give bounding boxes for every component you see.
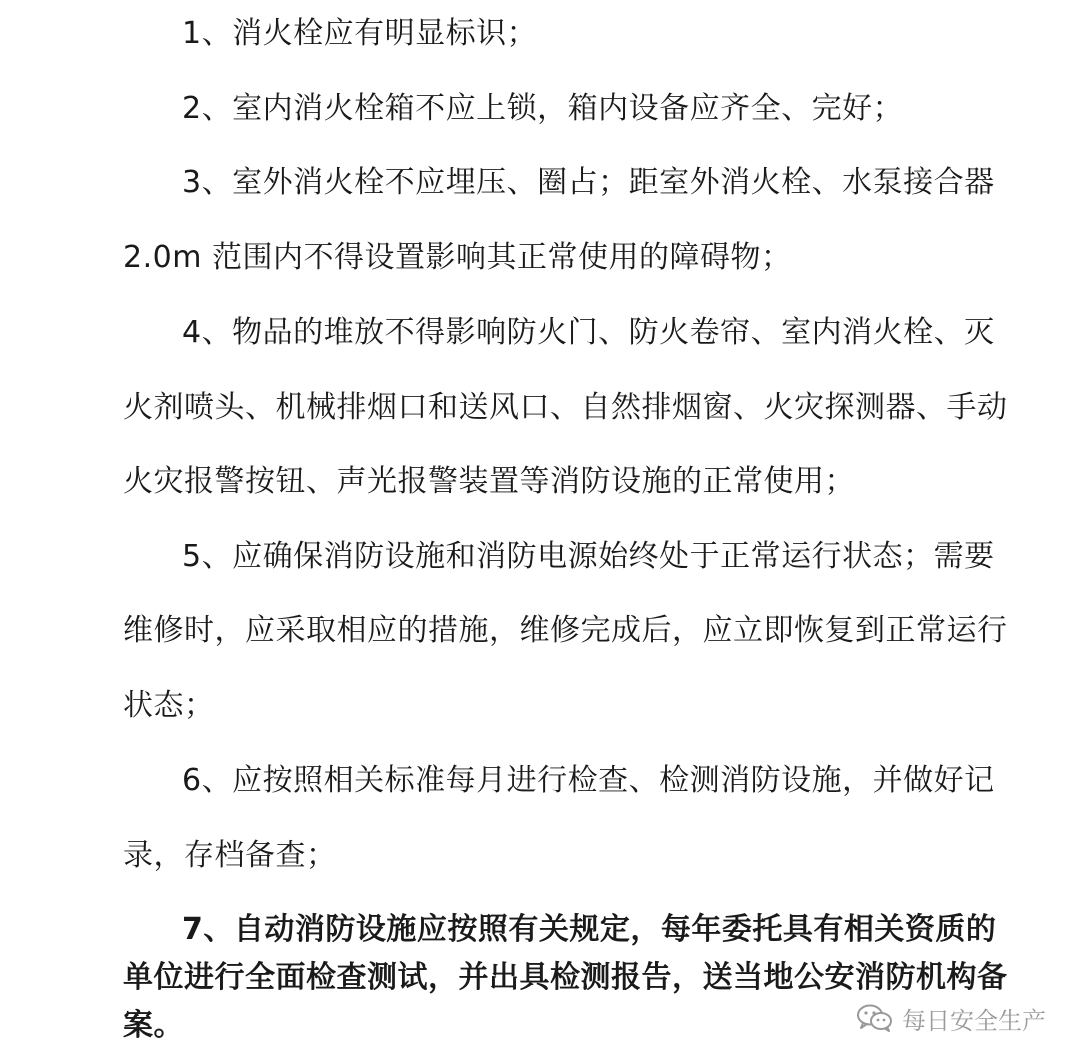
paragraph-6-line-1: 6、应按照相关标准每月进行检查、检测消防设施，并做好记	[182, 763, 995, 798]
paragraph-3-line-1: 3、室外消火栓不应埋压、圈占；距室外消火栓、水泵接合器	[182, 165, 995, 200]
paragraph-1-line-1: 1、消火栓应有明显标识；	[182, 16, 538, 51]
paragraph-7-line-2: 单位进行全面检查测试，并出具检测报告，送当地公安消防机构备	[123, 960, 1008, 995]
watermark-text: 每日安全生产	[902, 1006, 1046, 1035]
paragraph-7-line-3: 案。	[123, 1008, 184, 1043]
paragraph-6-line-2: 录，存档备查；	[123, 838, 337, 873]
paragraph-5-line-2: 维修时，应采取相应的措施，维修完成后，应立即恢复到正常运行	[123, 613, 1008, 648]
paragraph-2-line-1: 2、室内消火栓箱不应上锁，箱内设备应齐全、完好；	[182, 91, 904, 126]
paragraph-7-line-1: 7、自动消防设施应按照有关规定，每年委托具有相关资质的	[182, 912, 997, 947]
paragraph-4-line-2: 火剂喷头、机械排烟口和送风口、自然排烟窗、火灾探测器、手动	[123, 390, 1008, 425]
wechat-icon	[856, 1003, 894, 1033]
paragraph-4-line-3: 火灾报警按钮、声光报警装置等消防设施的正常使用；	[123, 464, 855, 499]
paragraph-5-line-1: 5、应确保消防设施和消防电源始终处于正常运行状态；需要	[182, 539, 995, 574]
watermark	[856, 998, 1046, 1038]
paragraph-4-line-1: 4、物品的堆放不得影响防火门、防火卷帘、室内消火栓、灭	[182, 315, 995, 350]
paragraph-3-line-2: 2.0m 范围内不得设置影响其正常使用的障碍物；	[123, 240, 792, 275]
paragraph-5-line-3: 状态；	[123, 688, 215, 723]
